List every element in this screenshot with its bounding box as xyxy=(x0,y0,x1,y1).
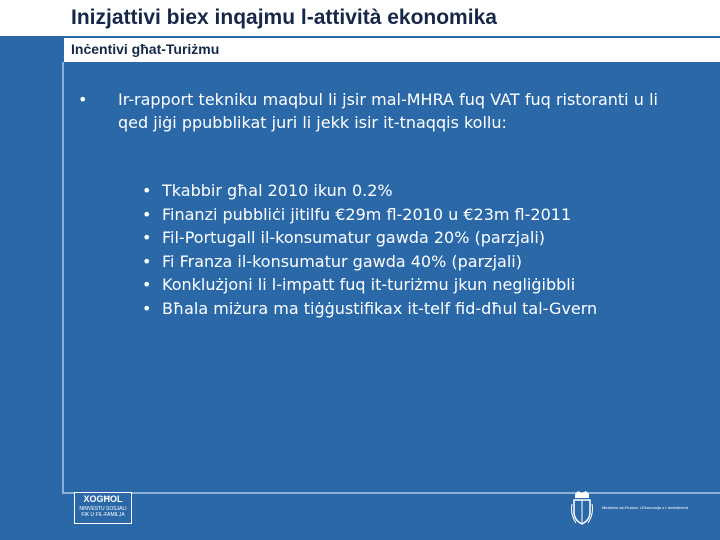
logo-subtitle-line1: NINVESTU SOSJALI xyxy=(79,506,127,512)
bullet-marker: • xyxy=(142,298,152,318)
sub-bullet-list xyxy=(142,179,597,321)
bullet-marker: • xyxy=(142,251,152,271)
sub-bullet-item xyxy=(142,179,597,203)
logo-title: XOGĦOL xyxy=(83,494,123,504)
sub-bullet-text: Finanzi pubbliċi jitilfu €29m fl-2010 u €23m fl-2011 xyxy=(162,204,572,224)
sub-bullet-text: Fil-Portugall il-konsumatur gawda 20% (parzjali) xyxy=(162,228,546,248)
bullet-marker: • xyxy=(142,204,152,224)
sub-bullet-item xyxy=(142,203,597,227)
left-divider xyxy=(62,62,64,492)
sub-bullet-text: Konklużjoni li l-impatt fuq it-turiżmu jkun negliġibbli xyxy=(162,275,576,295)
sub-bullet-text: Bħala miżura ma tiġġustifikax it-telf fid-dħul tal-Gvern xyxy=(162,298,598,318)
sub-bullet-item xyxy=(142,273,597,297)
logo-subtitle-line2: FIK U FIL-FAMILJA xyxy=(81,512,125,518)
bullet-marker: • xyxy=(142,275,152,295)
ministry-label: Ministeru tal-Finanzi, l-Ekonomija u l-Investiment xyxy=(602,505,689,510)
main-bullet-marker: • xyxy=(78,90,88,109)
bullet-marker: • xyxy=(142,181,152,200)
sub-bullet-text: Fi Franza il-konsumatur gawda 40% (parzjali) xyxy=(162,251,522,271)
bullet-marker: • xyxy=(142,228,152,248)
logo-subtitle xyxy=(75,506,131,518)
slide-title: Inizjattivi biex inqajmu l-attività ekonomika xyxy=(71,6,497,29)
sub-bullet-text: Tkabbir għal 2010 ikun 0.2% xyxy=(162,181,393,200)
bottom-divider xyxy=(62,492,720,494)
main-bullet-text: Ir-rapport tekniku maqbul li jsir mal-MHRA fuq VAT fuq ristoranti u li qed jiġi ppubblikat juri li jekk isir it-tnaqqis kollu: xyxy=(118,90,658,132)
malta-coat-of-arms-icon xyxy=(571,490,593,528)
sub-bullet-item xyxy=(142,226,597,250)
sub-bullet-item xyxy=(142,250,597,274)
slide-subtitle: Inċentivi għat-Turiżmu xyxy=(71,41,220,57)
xoghol-logo xyxy=(74,492,132,524)
sub-bullet-item xyxy=(142,297,597,321)
